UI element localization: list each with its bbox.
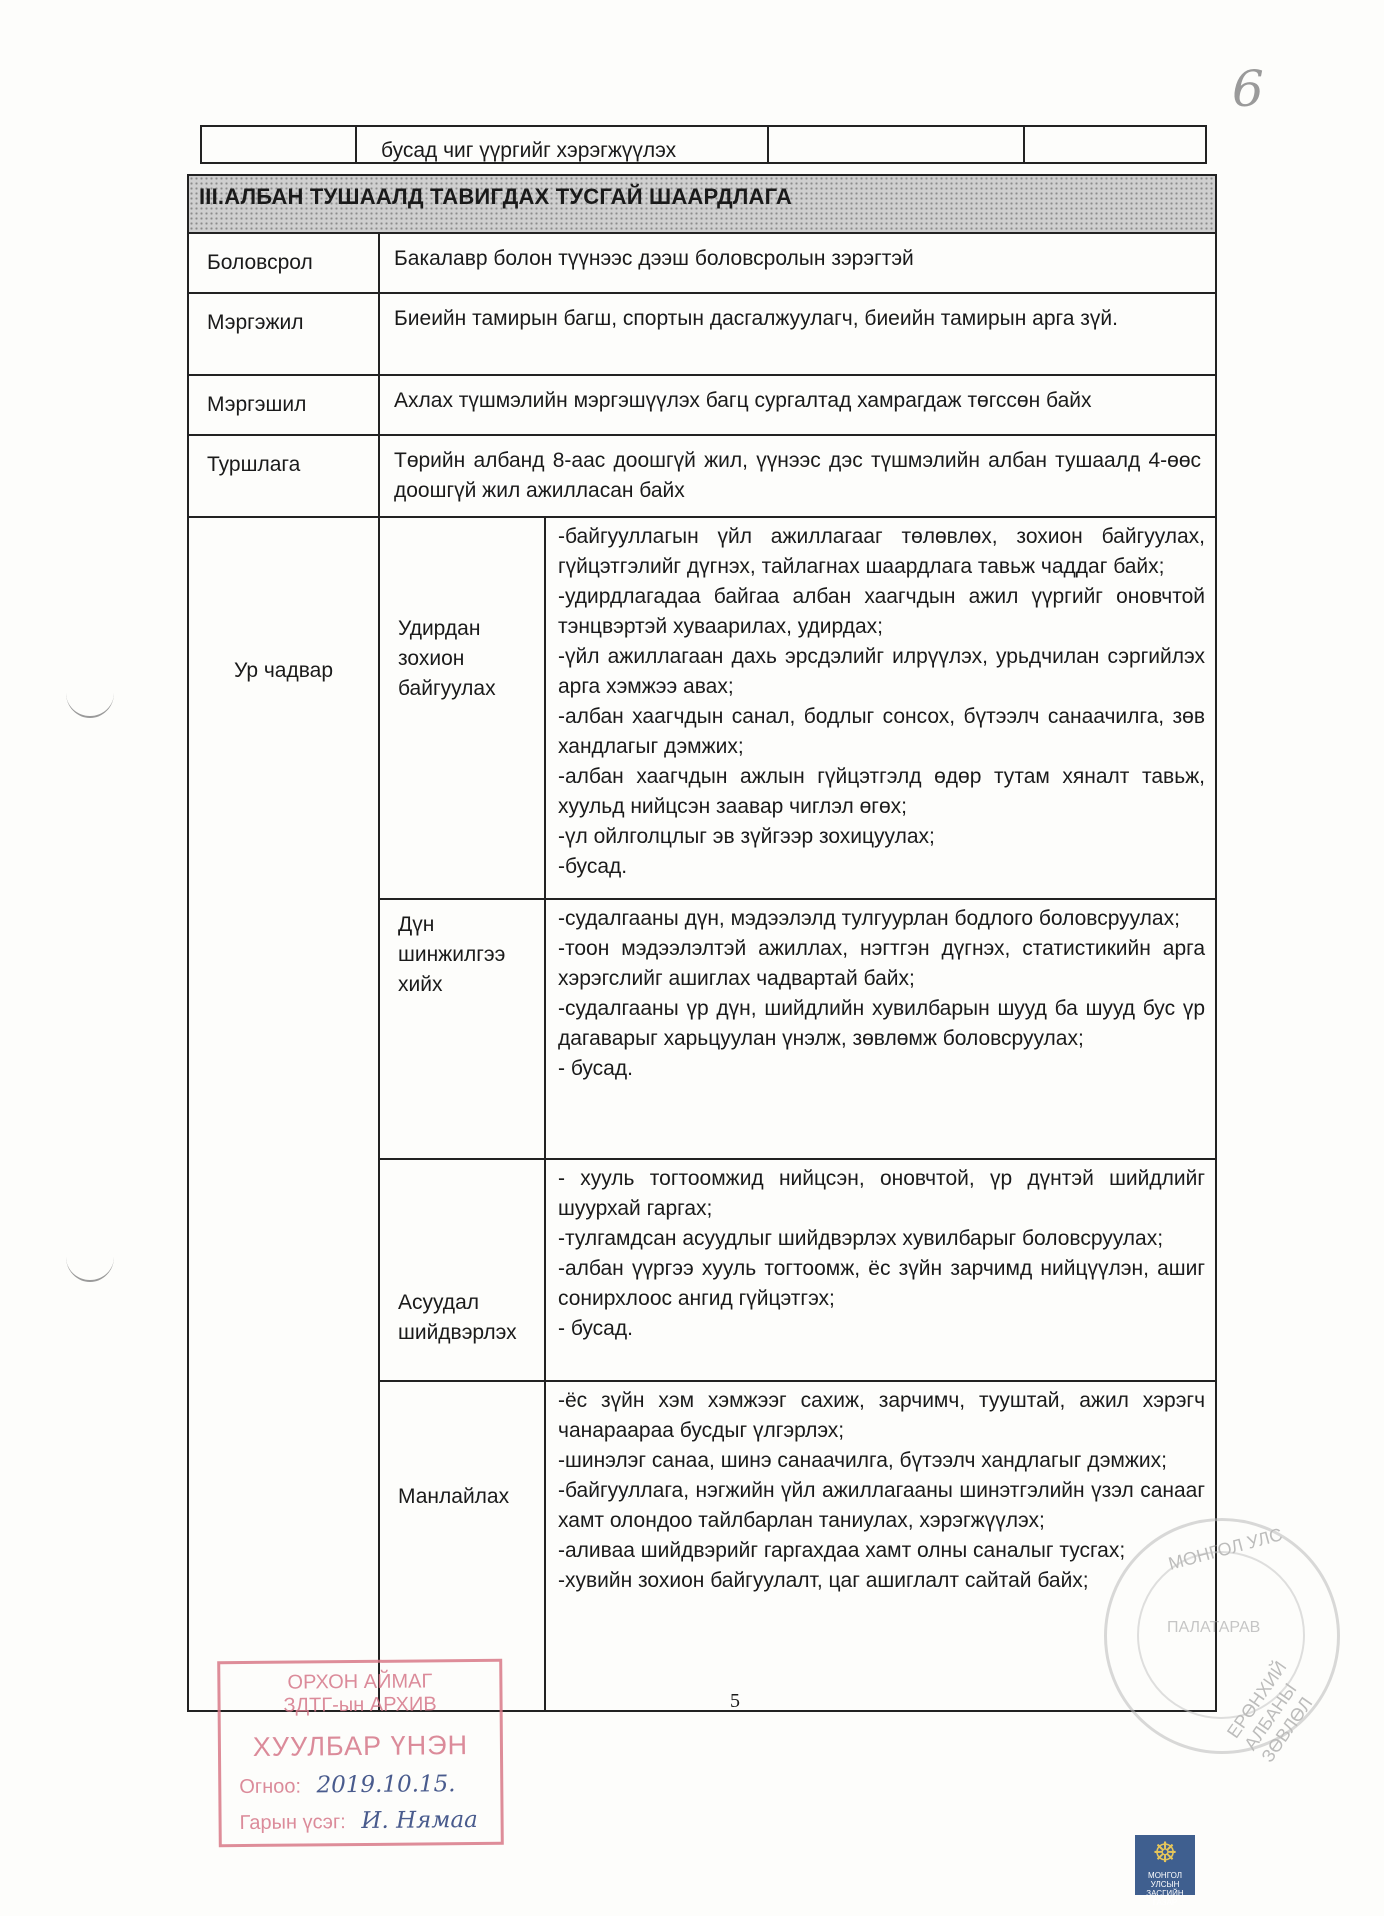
list-item: -судалгааны дүн, мэдээлэлд тулгуурлан бодлого боловсруулах;: [558, 907, 1180, 930]
handwritten-page-number: 6: [1232, 60, 1264, 118]
requirement-label: Мэргэжил: [188, 293, 379, 375]
list-item: - бусад.: [558, 1317, 633, 1340]
punch-hole-bottom: [66, 1232, 114, 1282]
list-item: -удирдлагадаа байгаа албан хаагчдын ажил үүргийг оновчтой тэнцвэртэй хуваарилах, удирдах;: [558, 585, 1206, 638]
stamp-date-label: Огноо:: [239, 1775, 302, 1799]
list-item: -албан хаагчдын ажлын гүйцэтгэлд өдөр тутам хяналт тавьж, хуульд нийцсэн заавар чиглэл өгөх;: [558, 765, 1206, 818]
seal-center-text: ПАЛАТАРАВ: [1167, 1619, 1261, 1636]
competency-label: Ур чадвар: [188, 517, 379, 1711]
competency-group-name: Удирдан зохион байгуулах: [379, 517, 545, 899]
stamp-signature: И. Нямаа: [361, 1806, 478, 1834]
requirement-label: Мэргэшил: [188, 375, 379, 435]
requirement-row: [188, 435, 1216, 517]
requirements-table: [187, 174, 1217, 1712]
list-item: - бусад.: [558, 1057, 633, 1080]
list-item: -байгууллагын үйл ажиллагааг төлөвлөх, зохион байгуулах, гүйцэтгэлийг дүгнэх, тайлагнах шаардлага тавьж чаддаг байх;: [558, 525, 1206, 578]
list-item: -ёс зүйн хэм хэмжээг сахиж, зарчимч, тууштай, ажил хэрэгч чанараараа бусдыг үлгэрлэх;: [558, 1389, 1206, 1442]
section-title: III.АЛБАН ТУШААЛД ТАВИГДАХ ТУСГАЙ ШААРДЛАГА: [188, 175, 1216, 233]
requirement-row: [188, 375, 1216, 435]
stamp-sign-row: [221, 1807, 500, 1835]
list-item: -тоон мэдээлэлтэй ажиллах, нэгтгэн дүгнэх, статистикийн арга хэрэгслийг ашиглах чадвартай байх;: [558, 937, 1206, 990]
list-item: -албан үүргээ хууль тогтоомж, ёс зүйн зарчимд нийцүүлэн, ашиг сонирхлоос ангид гүйцэтгэх;: [558, 1257, 1206, 1310]
government-logo: [1135, 1835, 1195, 1907]
seal-side-text: ЕРӨНХИЙ АЛБАНЫ ЗӨВЛӨЛ: [1223, 1657, 1317, 1766]
list-item: -шинэлэг санаа, шинэ санаачилга, бүтээлч хандлагыг дэмжих;: [558, 1449, 1167, 1472]
stamp-date-row: [221, 1771, 500, 1799]
continuation-row: [200, 125, 1207, 164]
soyombo-icon: ☸: [1152, 1837, 1178, 1868]
round-seal: [1104, 1518, 1340, 1766]
stamp-line: ЗДТГ-ын АРХИВ: [283, 1693, 437, 1717]
page-number: 5: [730, 1690, 740, 1712]
competency-items: [545, 517, 1216, 899]
competency-items: [545, 1159, 1216, 1381]
competency-group-name: Манлайлах: [379, 1381, 545, 1711]
requirement-label: Боловсрол: [188, 233, 379, 293]
list-item: -үл ойлголцлыг эв зүйгээр зохицуулах;: [558, 825, 935, 848]
requirement-value: Биеийн тамирын багш, спортын дасгалжуулагч, биеийн тамирын арга зүй.: [379, 293, 1216, 375]
list-item: -тулгамдсан асуудлыг шийдвэрлэх хувилбарыг боловсруулах;: [558, 1227, 1164, 1250]
seal-top-text: МОНГОЛ УЛС: [1166, 1524, 1285, 1574]
stamp-sign-label: Гарын үсэг:: [239, 1811, 346, 1835]
list-item: -байгууллага, нэгжийн үйл ажиллагааны шинэтгэлийн үзэл санааг хамт олондоо тайлбарлан таниулах, хэрэгжүүлэх;: [558, 1479, 1206, 1532]
competency-group-name: Дүн шинжилгээ хийх: [379, 899, 545, 1159]
requirement-value: Ахлах түшмэлийн мэргэшүүлэх багц сургалтад хамрагдаж төгссөн байх: [379, 375, 1216, 435]
requirement-value: Төрийн албанд 8-аас доошгүй жил, үүнээс дэс түшмэлийн албан тушаалд 4-өөс доошгүй жил ажилласан байх: [379, 435, 1216, 517]
stamp-date-value: 2019.10.15.: [316, 1771, 456, 1799]
requirement-row: [188, 293, 1216, 375]
list-item: -бусад.: [558, 855, 628, 878]
stamp-line: ОРХОН АЙМАГ: [287, 1670, 433, 1694]
stamp-title: ХУУЛБАР ҮНЭН: [252, 1730, 469, 1762]
requirement-row: [188, 233, 1216, 293]
archive-stamp: [217, 1659, 504, 1847]
competency-items: [545, 899, 1216, 1159]
list-item: -хувийн зохион байгуулалт, цаг ашиглалт сайтай байх;: [558, 1569, 1089, 1592]
competency-group-name: Асуудал шийдвэрлэх: [379, 1159, 545, 1381]
list-item: -үйл ажиллагаан дахь эрсдэлийг илрүүлэх, урьдчилан сэргийлэх арга хэмжээ авах;: [558, 645, 1206, 698]
list-item: -аливаа шийдвэрийг гаргахдаа хамт олны саналыг тусгах;: [558, 1539, 1126, 1562]
punch-hole-top: [66, 668, 114, 718]
requirement-value: Бакалавр болон түүнээс дээш боловсролын зэрэгтэй: [379, 233, 1216, 293]
list-item: -судалгааны үр дүн, шийдлийн хувилбарын шууд ба шууд бус үр дагаварыг харьцуулан үнэлж, зөвлөмж боловсруулах;: [558, 997, 1206, 1050]
list-item: - хууль тогтоомжид нийцсэн, оновчтой, үр дүнтэй шийдлийг шуурхай гаргах;: [558, 1167, 1206, 1220]
list-item: -албан хаагчдын санал, бодлыг сонсох, бүтээлч санаачилга, зөв хандлагыг дэмжих;: [558, 705, 1206, 758]
continuation-text: бусад чиг үүргийг хэрэгжүүлэх: [357, 127, 769, 162]
logo-caption: МОНГОЛ УЛСЫН ЗАСГИЙН ГАЗАР: [1146, 1871, 1184, 1907]
requirement-label: Туршлага: [188, 435, 379, 517]
